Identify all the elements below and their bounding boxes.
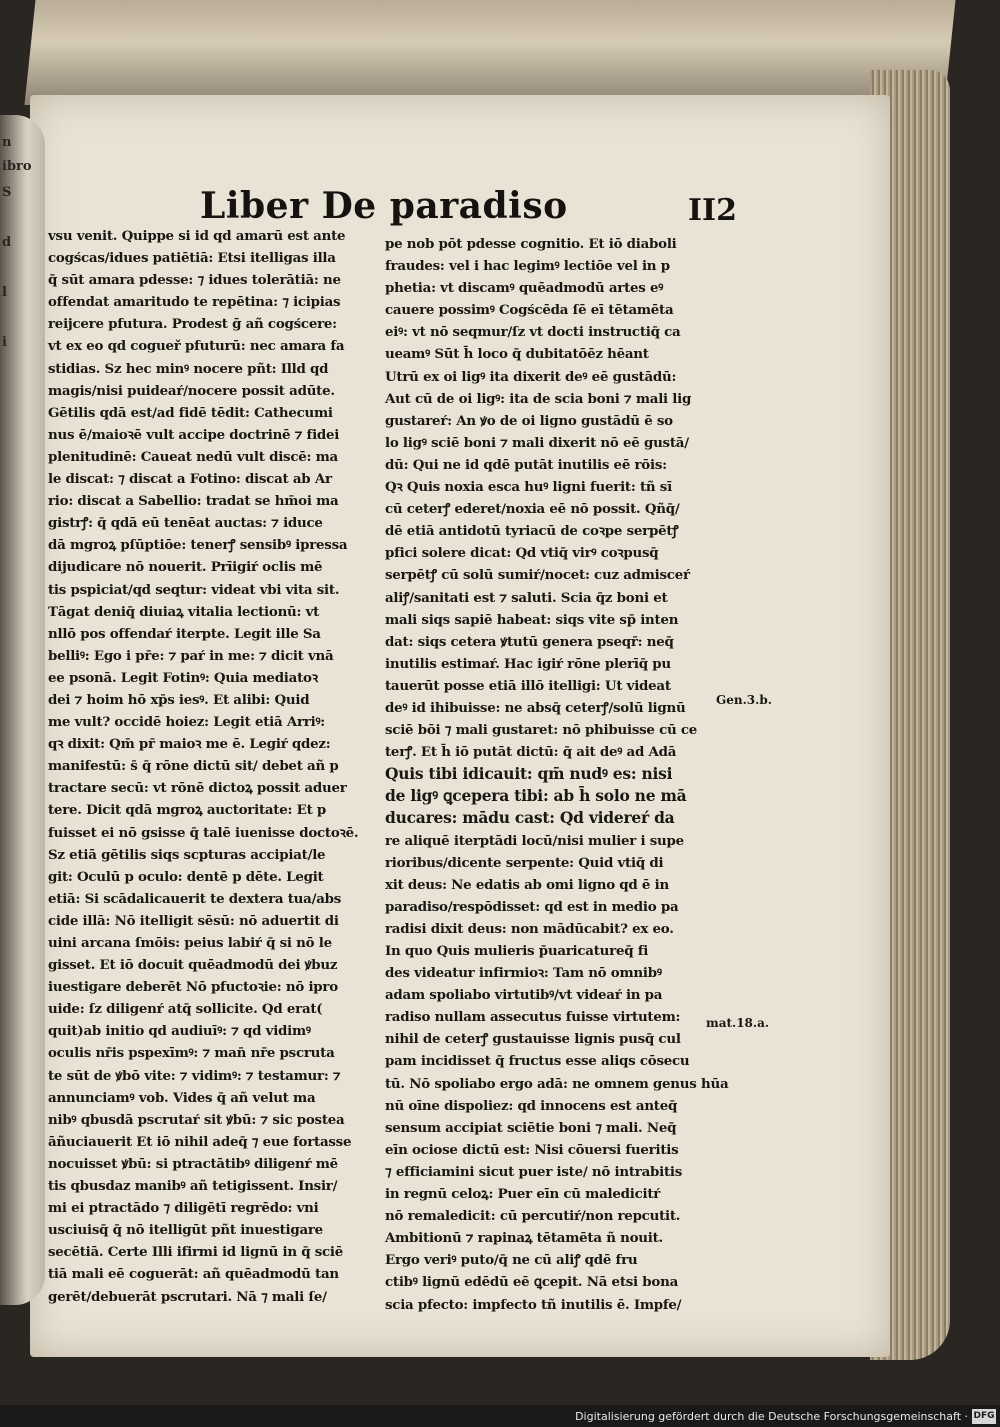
- text-line: nocuisset ꝟbū: si ptractātibꝰ diligenŕ mē: [48, 1155, 338, 1172]
- text-line: tis qbusdaz manibꝰ añ tetigissent. Insir/: [48, 1178, 338, 1195]
- text-line: ctibꝰ lignū edēdū eē ꝗcepit. Nā etsi bona: [385, 1274, 678, 1291]
- marginal-note: mat.18.a.: [706, 1016, 770, 1030]
- text-line: nus ē/maioꝛē vult accipe doctrinē ⁊ fidei: [48, 426, 340, 443]
- text-line: vt ex eo qd cogueř pfuturū: nec amara fa: [48, 338, 345, 355]
- text-line: radiso nullam assecutus fuisse virtutem:: [385, 1009, 681, 1026]
- text-line: cū ceterꝭ ederet/noxia eē nō possit. Qñq̄/: [385, 501, 680, 518]
- text-line: cide illā: Nō itelligit sēsū: nō aduertit di: [48, 912, 339, 929]
- text-line: le discat: ⁊ discat a Fotino: discat ab Ar: [48, 471, 332, 488]
- text-line: gustareŕ: An ꝟo de oi ligno gustādū ē so: [385, 412, 673, 429]
- text-line: git: Oculū p oculo: dentē p dēte. Legit: [48, 868, 324, 885]
- text-line: oculis nr̄is pspexīmꝰ: ⁊ man̄ nr̄e pscruta: [48, 1045, 335, 1062]
- text-line: sciē bōi ⁊ mali gustaret: nō phibuisse cū ce: [385, 722, 698, 739]
- text-line: rioribus/dicente serpente: Quid vtiq̄ di: [385, 854, 664, 871]
- facing-page-fragment: ibro: [2, 159, 32, 174]
- text-line: ueamꝰ Sūt h̄ loco q̄ dubitatōēz hēant: [385, 346, 649, 363]
- text-line: radisi dixit deus: non mādūcabit? ex eo.: [385, 920, 674, 937]
- text-line: Ambitionū ⁊ rapinaꝝ tētamēta ñ nouit.: [385, 1230, 663, 1247]
- text-line: fraudes: vel i hac legimꝰ lectiōe vel in p: [385, 258, 670, 275]
- facing-page-fragment: l: [2, 285, 7, 300]
- text-line: phetia: vt discamꝰ quēadmodū artes eꝰ: [385, 280, 664, 297]
- footer-credit: Digitalisierung gefördert durch die Deutsche Forschungsgemeinschaft ·: [575, 1410, 968, 1423]
- text-line: uini arcana ſmōis: peius labiŕ q̄ si nō le: [48, 935, 332, 951]
- text-line: eiꝰ: vt nō seqmur/ſz vt docti instructiq̄ ca: [385, 324, 681, 341]
- text-line: gisset. Et iō docuit quēadmodū dei ꝟbuz: [48, 957, 338, 974]
- text-line: vsu venit. Quippe si id qd amarū est ante: [48, 228, 346, 244]
- left-text-column: [48, 225, 364, 1308]
- text-line: inutilis estimaŕ. Hac igiŕ rōne plerīq̄ pu: [385, 655, 671, 672]
- facing-page-fragment: n: [2, 135, 12, 150]
- text-line: āñuciauerit Et iō nihil adeq̄ ⁊ eue fortasse: [48, 1133, 352, 1150]
- text-line: Ergo veriꝰ puto/q̄ ne cū aliꝭ qdē fru: [385, 1252, 638, 1269]
- text-line: nllō pos offendaŕ iterpte. Legit ille Sa: [48, 625, 321, 642]
- text-line: terꝭ. Et h̄ iō putāt dictū: q̄ ait deꝰ ad Adā: [385, 744, 677, 761]
- footer-bar: [0, 1405, 1000, 1427]
- text-line: offendat amaritudo te repētina: ⁊ icipias: [48, 294, 341, 311]
- text-line: tiā mali eē coguerāt: añ quēadmodū tan: [48, 1266, 339, 1283]
- text-line: belliꝰ: Ego i pr̄e: ⁊ paŕ in me: ⁊ dicit vnā: [48, 647, 334, 664]
- text-line: mi ei ptractādo ⁊ diligētī regrēdo: vni: [48, 1200, 319, 1217]
- text-line: aliꝭ/sanitati est ⁊ saluti. Scia q̄z boni et: [385, 589, 668, 606]
- text-line: cauere possimꝰ Cogścēda ſē eī tētamēta: [385, 302, 674, 319]
- text-line: Tāgat deniq̄ diuiaꝝ vitalia lectionū: vt: [48, 603, 320, 620]
- facing-page-fragment: i: [2, 335, 7, 350]
- text-line: des videatur infirmioꝛ: Tam nō omnibꝰ: [385, 965, 662, 982]
- text-line: gerēt/debuerāt pscrutari. Nā ⁊ mali ſe/: [48, 1288, 327, 1305]
- facing-page-fragment: d: [2, 235, 12, 250]
- text-line: In quo Quis mulieris p̄uaricatureq̄ fi: [385, 943, 649, 959]
- text-line: iuestigare deberēt Nō pfuctoꝛie: nō ipro: [48, 979, 338, 996]
- text-line: plenitudinē: Caueat nedū vult discē: ma: [48, 448, 338, 465]
- text-line: dijudicare nō nouerit. Prīigiŕ oclis mē: [48, 559, 323, 576]
- text-line: Aut cū de oi ligꝰ: ita de scia boni ⁊ mali lig: [385, 390, 692, 407]
- marginal-note: Gen.3.b.: [716, 693, 772, 707]
- text-line: dē etiā antidotū tyriacū de coꝛpe serpētꝭ: [385, 523, 679, 540]
- text-line: usciuisq̄ q̄ nō itelligūt pñt inuestigare: [48, 1222, 323, 1239]
- text-line: Gētilis qdā est/ad fidē tēdit: Cathecumi: [48, 404, 333, 421]
- text-line: uide: ſz diligenŕ atq̄ sollicite. Qd erat(: [48, 1001, 323, 1018]
- text-line: tū. Nō spoliabo ergo adā: ne omnem genus hūa: [385, 1075, 729, 1092]
- text-line: serpētꝭ cū solū sumiŕ/nocet: cuz admisceŕ: [385, 567, 690, 584]
- text-line: rio: discat a Sabellio: tradat se hm̄oi ma: [48, 493, 339, 510]
- text-line: re aliquē iterptādi locū/nisi mulier i supe: [385, 832, 684, 849]
- text-line: quit)ab initio qd audiuīꝰ: ⁊ qd vidimꝰ: [48, 1023, 311, 1040]
- text-line: in regnū celoꝝ: Puer eīn cū maledicitŕ: [385, 1186, 661, 1203]
- text-line: reijcere pfutura. Prodest ḡ añ cogścere:: [48, 316, 337, 333]
- text-line: lo ligꝰ sciē boni ⁊ mali dixerit nō eē gustā/: [385, 434, 689, 451]
- text-line: sensum accipiat sciētie boni ⁊ mali. Neq̄: [385, 1119, 677, 1136]
- text-line: deꝰ id ihibuisse: ne absq̄ ceterꝭ/solū lignū: [385, 699, 686, 716]
- text-line: pe nob pōt pdesse cognitio. Et iō diaboli: [385, 236, 677, 252]
- text-line: paradiso/respōdisset: qd est in medio pa: [385, 898, 679, 915]
- text-line: stidias. Sz hec minꝰ nocere pñt: Illd qd: [48, 360, 329, 377]
- text-line: cogścas/idues patiētiā: Etsi itelligas illa: [48, 250, 336, 267]
- text-line: pam incidisset q̄ fructus esse aliqs cōsecu: [385, 1053, 690, 1070]
- text-line: dā mgroꝝ pſūptiōe: tenerꝭ sensibꝰ ipressa: [48, 537, 348, 554]
- running-head: Liber De paradiso: [200, 185, 568, 227]
- text-line: ducares: mādu cast: Qd videreŕ da: [385, 808, 675, 828]
- text-line: eīn ociose dictū est: Nisi cōuersi fueritis: [385, 1141, 679, 1158]
- text-line: tere. Dicit qdā mgroꝝ auctoritate: Et p: [48, 802, 327, 819]
- text-line: adam spoliabo virtutibꝰ/vt videaŕ in pa: [385, 987, 663, 1004]
- text-line: ee psonā. Legit Fotinꝰ: Quia mediatoꝛ: [48, 669, 318, 686]
- text-line: me vult? occidē hoiez: Legit etiā Arriꝰ:: [48, 714, 326, 731]
- text-line: gistrꝭ: q̄ qdā eū tenēat auctas: ⁊ iduce: [48, 515, 323, 532]
- text-line: xit deus: Ne edatis ab omi ligno qd ē in: [385, 876, 669, 893]
- text-line: pfici solere dicat: Qd vtiq̄ virꝰ coꝛpusq̄: [385, 545, 659, 562]
- text-line: qꝛ dixit: Qm̄ pr̄ maioꝛ me ē. Legiŕ qdez:: [48, 736, 331, 753]
- text-line: tractare secū: vt rōnē dictoꝝ possit aduer: [48, 780, 347, 797]
- text-line: q̄ sūt amara pdesse: ⁊ idues tolerātiā: ne: [48, 272, 341, 289]
- text-line: Qꝛ Quis noxia esca huꝰ ligni fuerit: tñ sī: [385, 479, 672, 496]
- text-line: ⁊ efficiamini sicut puer iste/ nō intrabitis: [385, 1163, 683, 1180]
- text-line: tauerūt posse etiā illō itelligi: Ut videat: [385, 677, 671, 694]
- text-line: scia pfecto: impfecto tñ inutilis ē. Impfe/: [385, 1296, 682, 1313]
- text-line: tis pspiciat/qd seqtur: videat vbi vita sit.: [48, 581, 340, 598]
- text-line: etiā: Si scādalicauerit te dextera tua/abs: [48, 890, 342, 907]
- folio-number: II2: [688, 193, 737, 228]
- text-line: nō remaledicit: cū percutiŕ/non repcutit.: [385, 1208, 681, 1225]
- text-line: dei ⁊ hoim hō xp̄s iesꝰ. Et alibi: Quid: [48, 691, 310, 708]
- text-line: te sūt de ꝟbō vite: ⁊ vidimꝰ: ⁊ testamur: ⁊: [48, 1067, 341, 1084]
- text-line: annunciamꝰ vob. Vides q̄ añ velut ma: [48, 1089, 316, 1106]
- text-line: Sz etiā gētilis siqs scpturas accipiat/le: [48, 846, 326, 863]
- text-line: dū: Qui ne id qdē putāt inutilis eē rōis:: [385, 456, 667, 473]
- dfg-logo: DFG: [972, 1409, 996, 1424]
- facing-page-fragment: S: [2, 185, 12, 200]
- book-top-edge: [24, 0, 955, 105]
- text-line: magis/nisi puideaŕ/nocere possit adūte.: [48, 382, 335, 399]
- text-line: nihil de ceterꝭ gustauisse lignis pusq̄ cul: [385, 1031, 681, 1048]
- text-line: manifestū: s̄ q̄ rōne dictū sit/ debet añ p: [48, 758, 339, 775]
- text-line: nū oīne dispoliez: qd innocens est anteq̄: [385, 1097, 678, 1114]
- text-line: nibꝰ qbusdā pscrutaŕ sit ꝟbū: ⁊ sic postea: [48, 1111, 345, 1128]
- text-line: secētiā. Certe Illi ifirmi id lignū in q̄ sciē: [48, 1244, 344, 1261]
- text-line: Utrū ex oi ligꝰ ita dixerit deꝰ eē gustādū:: [385, 368, 677, 385]
- text-line: Quis tibi idicauit: qm̄ nudꝰ es: nisi: [385, 764, 673, 784]
- text-line: de ligꝰ ꝗcepera tibi: ab h̄ solo ne mā: [385, 786, 687, 806]
- text-line: dat: siqs cetera ꝟtutū genera pseqr̄: neq̄: [385, 633, 674, 650]
- facing-page-edge: [0, 115, 45, 1305]
- text-line: fuisset ei nō gsisse q̄ talē iuenisse doctoꝛē.: [48, 824, 359, 841]
- text-line: mali siqs sapiē habeat: siqs vite sp̄ inten: [385, 611, 679, 628]
- right-text-column: [385, 233, 729, 1316]
